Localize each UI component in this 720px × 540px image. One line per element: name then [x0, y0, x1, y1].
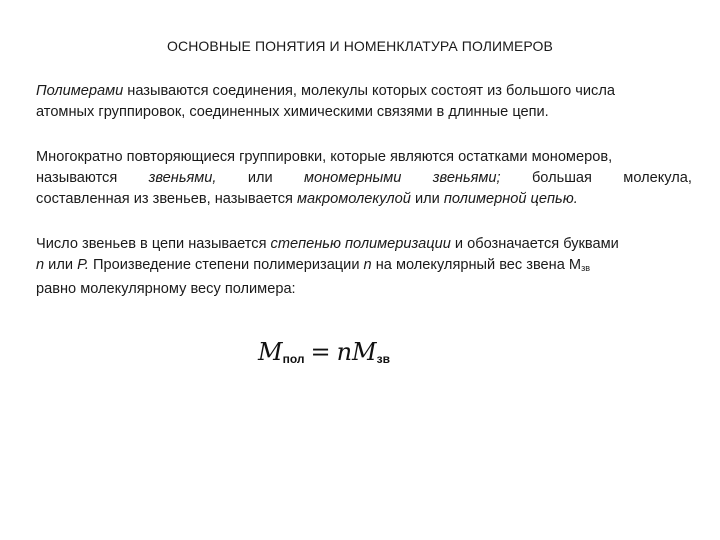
- paragraph-polymers-definition: [36, 81, 692, 123]
- text-line: равно молекулярному весу полимера:: [36, 281, 296, 297]
- text-line: Полимерами называются соединения, молекулы которых состоят из большого числа: [36, 83, 615, 99]
- formula-lhs: M: [258, 338, 283, 366]
- text-line: n или P. Произведение степени полимеризации n на молекулярный вес звена $М_{зв}$: [36, 257, 590, 273]
- paragraph-units-definition: [36, 147, 692, 210]
- term-polymer-chain: полимерной цепью.: [443, 191, 578, 207]
- formula-rhs-subscript: зв: [376, 352, 390, 366]
- formula-equals: =: [310, 338, 331, 366]
- paragraph-degree-of-polymerization: [36, 234, 692, 300]
- formula-rhs: nM: [336, 338, 377, 366]
- text-line: составленная из звеньев, называется макромолекулой или полимерной цепью.: [36, 191, 578, 207]
- formula-lhs-subscript: пол: [282, 352, 305, 366]
- term-macromolecule: макромолекулой: [297, 191, 411, 207]
- term-degree-of-polymerization: степенью полимеризации: [270, 236, 451, 252]
- page-title: ОСНОВНЫЕ ПОНЯТИЯ И НОМЕНКЛАТУРА ПОЛИМЕРОВ: [167, 38, 553, 54]
- text-line: Число звеньев в цепи называется степенью полимеризации и обозначается буквами: [36, 236, 619, 252]
- text-line: атомных группировок, соединенных химическими связями в длинные цепи.: [36, 104, 549, 120]
- text-line: Многократно повторяющиеся группировки, которые являются остатками мономеров,: [36, 149, 613, 165]
- text-line-justified: называются звеньями, или мономерными звеньями; большая молекула,: [36, 170, 692, 186]
- term-polymers: Полимерами: [36, 83, 124, 99]
- formula-molecular-weight: [258, 338, 390, 366]
